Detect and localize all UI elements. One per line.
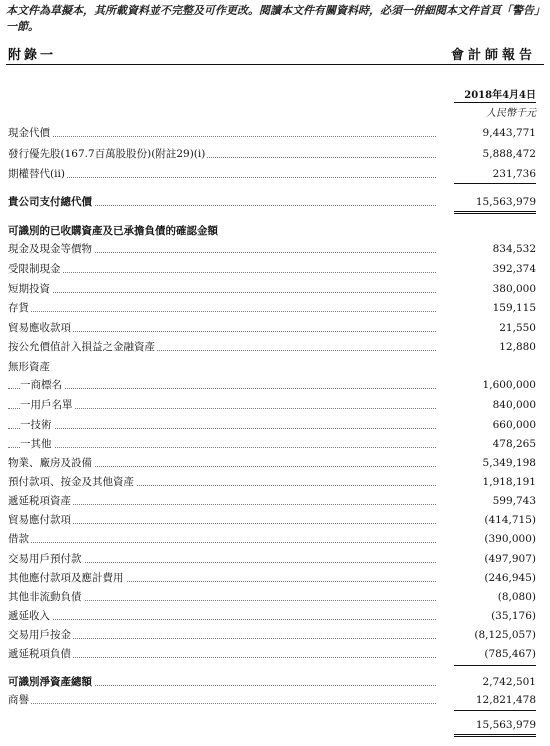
row-value: 12,821,478 [475, 694, 536, 706]
table-row [8, 397, 536, 414]
table-row [8, 436, 536, 453]
row-value: 5,349,198 [482, 457, 536, 469]
row-label: 貿易應付款項 [8, 512, 73, 529]
row-value: (8,080) [497, 591, 536, 603]
leader-dots [8, 388, 436, 389]
leader-dots [8, 136, 436, 137]
total-consideration-row [8, 194, 536, 211]
row-label: 貴公司支付總代價 [8, 194, 94, 211]
row-label: 物業、廠房及設備 [8, 455, 94, 472]
row-label: 其他非流動負債 [8, 589, 84, 606]
row-label: 短期投資 [8, 281, 52, 298]
table-row [8, 608, 536, 625]
row-label: 可識別淨資產總額 [8, 674, 94, 691]
row-label: 一用戶名單 [20, 397, 75, 414]
table-row [8, 339, 536, 356]
row-value: 1,600,000 [482, 379, 536, 391]
row-label: 現金代價 [8, 125, 52, 142]
leader-dots [8, 619, 436, 620]
row-value: (497,907) [484, 553, 536, 565]
row-label: 一技術 [20, 417, 54, 434]
intangible-title: 無形資產 [8, 361, 50, 373]
row-value: (414,715) [484, 514, 536, 526]
leader-dots [8, 703, 436, 704]
row-label: 一商標名 [20, 377, 64, 394]
report-title: 會計師報告 [450, 48, 536, 63]
row-value: 1,918,191 [482, 476, 536, 488]
table-row [8, 417, 536, 434]
row-value: 840,000 [492, 399, 536, 411]
table-row [8, 320, 536, 337]
row-label: 貿易應收款項 [8, 320, 73, 337]
row-value: 834,532 [492, 243, 536, 255]
goodwill-row [8, 692, 536, 709]
appendix-title: 附錄一 [8, 48, 57, 63]
row-value: 231,736 [492, 168, 536, 180]
table-row [8, 551, 536, 568]
leader-dots [8, 428, 436, 429]
draft-notice: 本文件為草擬本，其所載資料並不完整及可作更改。閱讀本文件有關資料時，必須一併細閱本文件首頁「警告」一節。 [6, 4, 545, 33]
row-label: 遞延税項資產 [8, 493, 73, 510]
column-unit: 人民幣千元 [454, 102, 536, 119]
leader-dots [8, 292, 436, 293]
table-row [8, 261, 536, 278]
table-row [8, 377, 536, 394]
column-date: 2018年4月4日 [464, 90, 536, 101]
row-value: (785,467) [484, 648, 536, 660]
row-value: 15,563,979 [475, 719, 536, 731]
row-value: 599,743 [492, 495, 536, 507]
table-row [8, 166, 536, 183]
row-value: (390,000) [484, 533, 536, 545]
row-label: 交易用戶按金 [8, 627, 73, 644]
table-row [8, 531, 536, 548]
leader-dots [8, 177, 436, 178]
row-label: 存貨 [8, 300, 31, 317]
row-label: 預付款項、按金及其他資產 [8, 474, 136, 491]
row-value: 660,000 [492, 419, 536, 431]
section-title: 可識別的已收購資產及已承擔負債的確認金額 [8, 225, 218, 237]
row-value: 12,880 [499, 341, 536, 353]
row-value: 21,550 [499, 322, 536, 334]
row-value: 15,563,979 [475, 196, 536, 208]
table-row [8, 125, 536, 142]
subtotal-rule [454, 665, 536, 666]
table-row [8, 241, 536, 258]
net-assets-row [8, 674, 536, 691]
subtotal-rule [454, 183, 536, 184]
row-value: (246,945) [484, 572, 536, 584]
row-label: 期權替代(ii) [8, 166, 67, 183]
row-label: 遞延收入 [8, 608, 52, 625]
row-label: 受限制現金 [8, 261, 63, 278]
row-value: 9,443,771 [482, 127, 536, 139]
table-row [8, 474, 536, 491]
table-row [8, 146, 536, 163]
header-rule [6, 64, 544, 65]
row-value: 380,000 [492, 283, 536, 295]
leader-dots [8, 447, 436, 448]
table-row [8, 570, 536, 587]
table-row [8, 493, 536, 510]
row-value: 392,374 [492, 263, 536, 275]
leader-dots [8, 542, 436, 543]
table-row [8, 300, 536, 317]
row-label: 遞延税項負債 [8, 646, 73, 663]
table-row [8, 455, 536, 472]
table-row [8, 646, 536, 663]
subtotal-rule [454, 710, 536, 711]
leader-dots [8, 311, 436, 312]
grand-total-double-rule [454, 734, 536, 737]
row-label: 一其他 [20, 436, 54, 453]
row-label: 按公允價值計入損益之金融資產 [8, 339, 157, 356]
row-label: 其他應付款項及應計費用 [8, 570, 126, 587]
row-label: 現金及現金等價物 [8, 241, 94, 258]
table-row [8, 589, 536, 606]
row-value: 2,742,501 [482, 676, 536, 688]
row-value: 5,888,472 [482, 148, 536, 160]
row-value: (8,125,057) [474, 629, 536, 641]
row-label: 商譽 [8, 692, 31, 709]
row-value: 478,265 [492, 438, 536, 450]
total-double-rule [454, 211, 536, 214]
row-label: 借款 [8, 531, 31, 548]
row-label: 交易用戶預付款 [8, 551, 84, 568]
row-value: (35,176) [491, 610, 536, 622]
leader-dots [8, 272, 436, 273]
row-value: 159,115 [492, 302, 536, 314]
grand-total-row [8, 717, 536, 734]
row-label: 發行優先股(167.7百萬股股份)(附註29)(i) [8, 146, 207, 163]
table-row [8, 281, 536, 298]
table-row [8, 627, 536, 644]
table-row [8, 512, 536, 529]
